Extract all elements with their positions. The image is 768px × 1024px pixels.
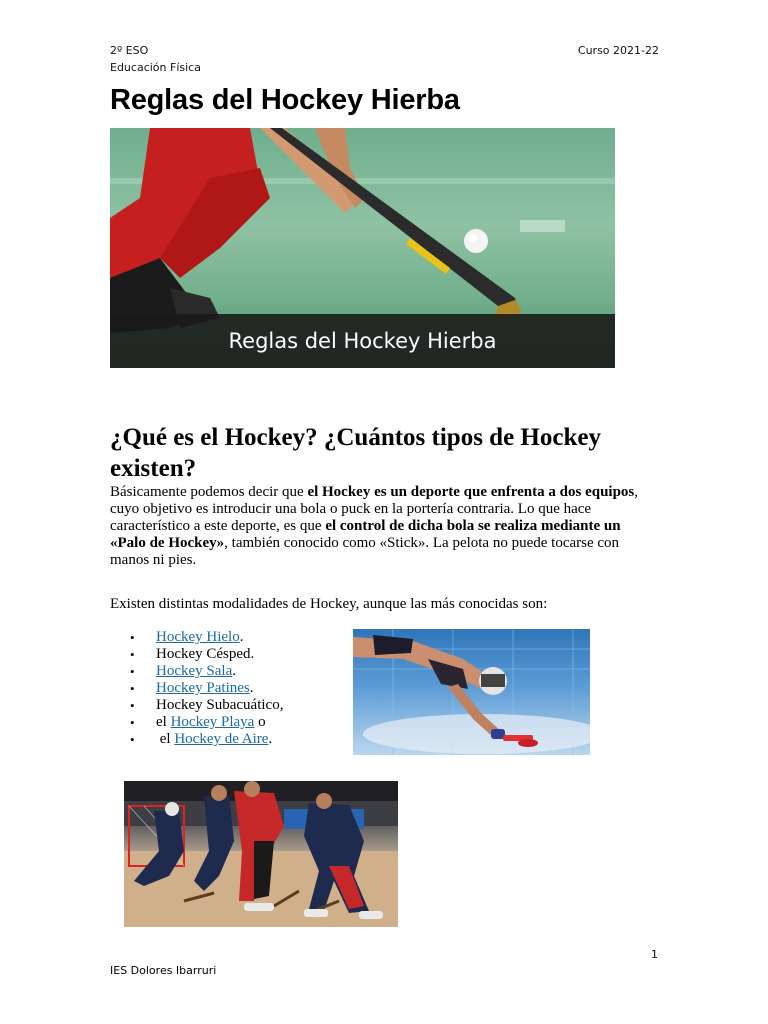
intro-bold-2: el control de dicha bola se realiza mediante un «Palo de Hockey» (110, 518, 621, 551)
hero-banner-text: Reglas del Hockey Hierba (110, 314, 615, 368)
item-suffix: . (249, 680, 254, 696)
section-title: ¿Qué es el Hockey? ¿Cuántos tipos de Hockey existen? (110, 424, 601, 482)
list-item (130, 697, 283, 714)
item-prefix: el (156, 714, 171, 730)
list-item (130, 663, 283, 680)
list-item (130, 714, 283, 731)
item-text: Hockey Césped. (156, 646, 255, 662)
underwater-hockey-illustration (353, 629, 590, 755)
roller-hockey-photo (124, 781, 398, 927)
intro-text-1: Básicamente podemos decir que (110, 484, 308, 500)
item-suffix: . (239, 629, 244, 645)
link-hockey-hielo[interactable]: Hockey Hielo (156, 629, 240, 645)
list-item (130, 731, 283, 748)
page-number: 1 (651, 948, 658, 961)
link-hockey-patines[interactable]: Hockey Patines (156, 680, 250, 696)
intro-text-2: , cuyo objetivo es introducir una bola o puck en la portería contraria. Lo que hace característico a este deporte, es que (110, 484, 639, 534)
item-suffix: . (268, 731, 273, 747)
roller-hockey-illustration (124, 781, 398, 927)
header-subject: Educación Física (110, 61, 201, 74)
underwater-hockey-photo (353, 629, 590, 755)
item-suffix: . (232, 663, 236, 679)
link-hockey-playa[interactable]: Hockey Playa (170, 714, 255, 730)
item-prefix: el (156, 731, 175, 747)
hockey-types-list (130, 629, 283, 748)
header-course: Curso 2021-22 (577, 44, 659, 57)
intro-text-3: , también conocido como «Stick». La pelota no puede tocarse con manos ni pies. (110, 535, 620, 568)
intro-paragraph (110, 484, 655, 569)
link-hockey-de-aire[interactable]: Hockey de Aire (174, 731, 269, 747)
list-item (130, 629, 283, 646)
item-text: Hockey Subacuático, (156, 697, 284, 713)
modalities-intro: Existen distintas modalidades de Hockey, aunque las más conocidas son: (110, 596, 548, 612)
footer-school: IES Dolores Ibarruri (110, 964, 217, 977)
list-item (130, 646, 283, 663)
intro-bold-1: el Hockey es un deporte que enfrenta a dos equipos (307, 484, 635, 500)
header-grade: 2º ESO (110, 44, 149, 57)
item-suffix: o (254, 714, 266, 730)
hero-image (110, 128, 615, 368)
list-item (130, 680, 283, 697)
document-title: Reglas del Hockey Hierba (110, 84, 460, 116)
link-hockey-sala[interactable]: Hockey Sala (156, 663, 233, 679)
